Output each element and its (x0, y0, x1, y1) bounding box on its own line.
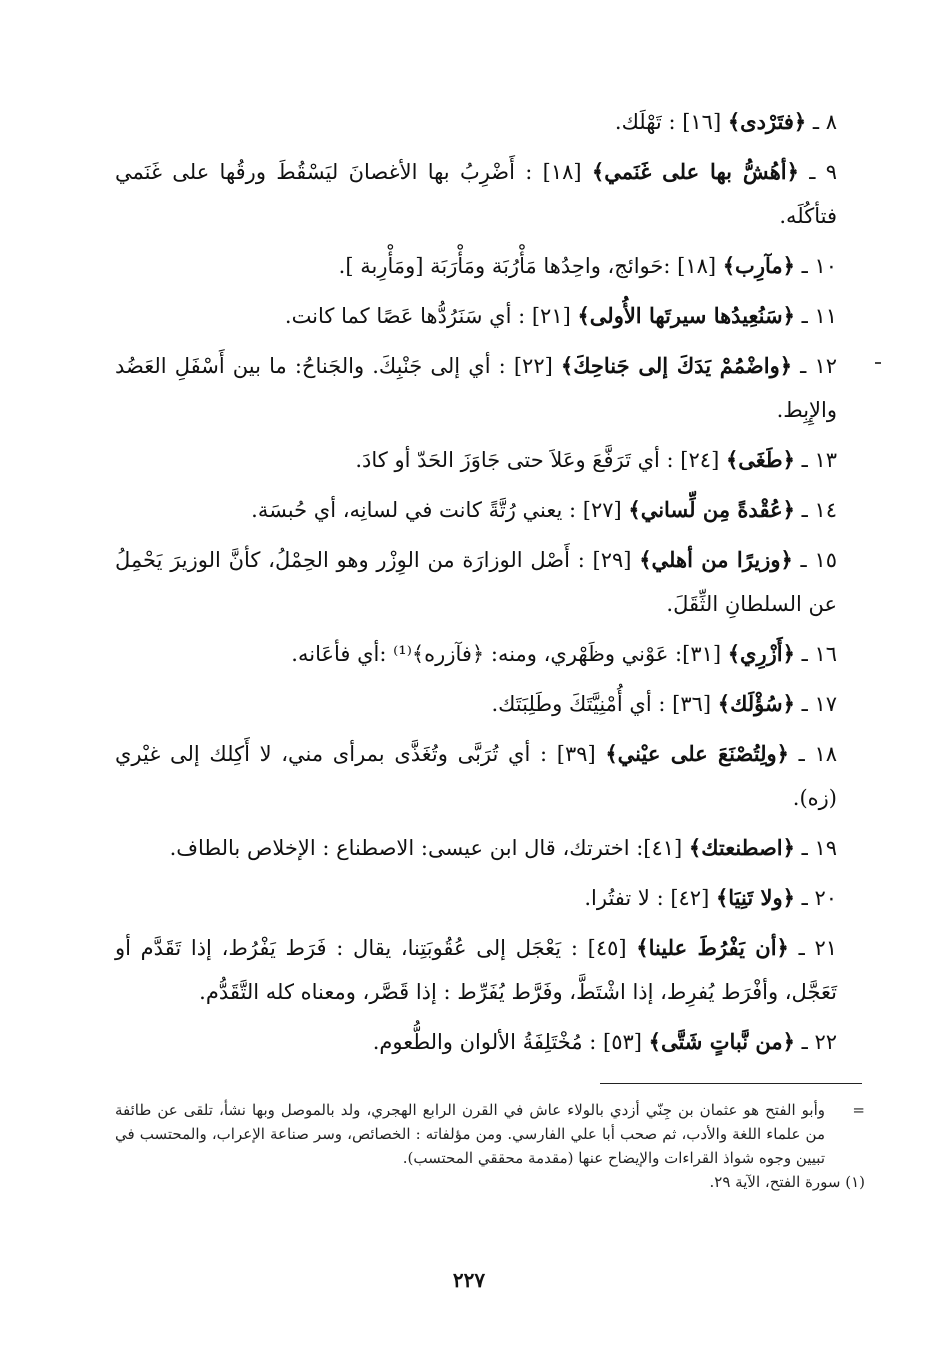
entry-16: ١٦ ـ ﴿أَزْرِي﴾ [٣١]: عَوْني وظَهْري، ومنه: ﴿فآزره﴾⁽¹⁾ :أي فأعَانه. (291, 641, 837, 666)
entry-gloss: [٤٥] : يَعْجَل إلى عُقُوبَتِنا، يقال : فَرَط يَفْرُط، إذا تَقَدَّم أو تَعَجَّل، وأفْرَط يُفرِط، إذا اشْتَطَّ، وفَرَّط يُفَرِّط : إذا قَصَّر، ومعناه كله التَّقَدُّم. (115, 936, 837, 1004)
entry-gloss: [٢٧] : يعني رُتَّةً كانت في لسانِه، أي حُبسَة. (251, 498, 629, 522)
entry-term: ﴿عُقْدةً مِن لِّساني﴾ (628, 497, 795, 522)
entry-12: ١٢ ـ ﴿واضْمُمْ يَدَكَ إلى جَناحِكَ﴾ [٢٢] : أي إلى جَنْبِكَ. والجَناحُ: ما بين أَسْفَلِ العَضُد والإِبِط. (115, 353, 837, 422)
entry-gloss: [٤٢] : لا تفتُرا. (584, 886, 716, 910)
entry-gloss: [٤١]: اخترتك، قال ابن عيسى: الاصطناع : الإخلاص بالطاف. (169, 836, 689, 860)
entry-14: ١٤ ـ ﴿عُقْدةً مِن لِّساني﴾ [٢٧] : يعني رُتَّةً كانت في لسانِه، أي حُبسَة. (251, 497, 837, 522)
entry-11: ١١ ـ ﴿سَنُعِيدُها سيرتَها الأُولى﴾ [٢١] : أي سَنَرُدُّها عَصًا كما كانت. (284, 303, 837, 328)
entry-term: ﴿ولا تَنِيَا﴾ (715, 885, 795, 910)
entry-10: ١٠ ـ ﴿مآرِب﴾ [١٨] :حَوائج، واحِدُها مَأْرُبَة ومَأْرَبَة [ومَأْرِبة ]. (338, 253, 837, 278)
entry-gloss: [٣١]: عَوْني وظَهْري، ومنه: ﴿فآزره﴾⁽¹⁾ :أي فأعَانه. (291, 642, 728, 666)
entry-20: ٢٠ ـ ﴿ولا تَنِيَا﴾ [٤٢] : لا تفتُرا. (584, 885, 837, 910)
footnote-divider (600, 1083, 862, 1084)
entry-term: ﴿أَزْرِي﴾ (727, 641, 795, 666)
footnote-continuation (115, 1098, 865, 1170)
entry-term: ﴿اصطنعتك﴾ (688, 835, 795, 860)
footnote-continuation-text: وأبو الفتح هو عثمان بن جِنّي أزدي بالولاء عاش في القرن الرابع الهجري، ولد بالموصل وبها نشأ، تلقى عن طائفة من علماء اللغة والأدب، ثم صحب أبا علي الفارسي. ومن مؤلفاته : الخصائص، وسر صناعة الإعراب، والمحتسب في تبيين وجوه شواذ القراءات والإيضاح عنها (مقدمة محققي المحتسب). (115, 1101, 825, 1167)
entry-term: ﴿سُؤْلَك﴾ (717, 691, 795, 716)
glossary-body (115, 100, 865, 1070)
entry-18: ١٨ ـ ﴿ولِتُصْنَعَ على عيْني﴾ [٣٩] : أي تُرَبَّى وتُغَذَّى بمرأى مني، لا أَكِلك إلى غيْري (زه). (115, 741, 838, 810)
entry-gloss: [١٨] :حَوائج، واحِدُها مَأْرُبَة ومَأْرَبَة [ومَأْرِبة ]. (338, 254, 723, 278)
entry-15: ١٥ ـ ﴿وزيرًا من أهلي﴾ [٢٩] : أَصْل الوزارَة من الوِزْر وهو الحِمْلُ، كأنَّ الوزيرَ يَحْمِلُ عن السلطانِ الثِّقَلَ. (115, 547, 837, 616)
entry-term: ﴿مآرِب﴾ (722, 253, 795, 278)
entry-gloss: [٢١] : أي سَنَرُدُّها عَصًا كما كانت. (284, 304, 578, 328)
entry-gloss: [١٦] : تَهْلَك. (614, 110, 728, 134)
continuation-mark: = (852, 1101, 865, 1119)
entry-gloss: [٣٩] : أي تُرَبَّى وتُغَذَّى بمرأى مني، لا أَكِلك إلى غيْري (زه). (115, 742, 837, 810)
entry-gloss: [١٨] : أَضْرِبُ بها الأغصانَ ليَسْقُطَ ورقُها على غَنَمي فتأكُلَه. (115, 160, 837, 228)
entry-21: ٢١ ـ ﴿أن يَفْرُطَ علينا﴾ [٤٥] : يَعْجَل إلى عُقُوبَتِنا، يقال : فَرَط يَفْرُط، إذا تَقَدَّم أو تَعَجَّل، وأفْرَط يُفرِط، إذا اشْتَطَّ، وفَرَّط يُفَرِّط : إذا قَصَّر، ومعناه كله التَّقَدُّم. (115, 935, 837, 1004)
entry-term: ﴿سَنُعِيدُها سيرتَها الأُولى﴾ (577, 303, 795, 328)
entry-gloss: [٣٦] : أي أُمْنِيَّتَكَ وطَلِبَتَك. (491, 692, 718, 716)
entry-19: ١٩ ـ ﴿اصطنعتك﴾ [٤١]: اخترتك، قال ابن عيسى: الاصطناع : الإخلاص بالطاف. (169, 835, 837, 860)
entry-9: ٩ ـ ﴿أهُشُّ بها على غَنَمي﴾ [١٨] : أَضْرِبُ بها الأغصانَ ليَسْقُطَ ورقُها على غَنَمي فتأكُلَه. (115, 159, 837, 228)
entry-term: ﴿أن يَفْرُطَ علينا﴾ (636, 935, 789, 960)
entry-term: ﴿وزيرًا من أهلي﴾ (639, 547, 793, 572)
entry-term: ﴿طَغَى﴾ (725, 447, 795, 472)
entry-term: ﴿واضْمُمْ يَدَكَ إلى جَناحِكَ﴾ (560, 353, 793, 378)
entry-term: ﴿ولِتُصْنَعَ على عيْني﴾ (605, 741, 789, 766)
entry-term: ﴿فتَرْدى﴾ (727, 109, 807, 134)
entry-22: ٢٢ ـ ﴿من نَّباتٍ شَتَّى﴾ [٥٣] : مُخْتَلِفَةُ الألوان والطُّعوم. (372, 1029, 837, 1054)
page-number: ٢٢٧ (452, 1268, 486, 1292)
margin-mark (875, 362, 881, 364)
entry-gloss: [٢٩] : أَصْل الوزارَة من الوِزْر وهو الحِمْلُ، كأنَّ الوزيرَ يَحْمِلُ عن السلطانِ الثِّقَلَ. (115, 548, 837, 616)
entry-gloss: [٢٤] : أي تَرَفَّعَ وعَلاَ حتى جَاوَزَ الحَدّ أو كادَ. (355, 448, 726, 472)
footnote-1: (١) سورة الفتح، الآية ٢٩. (709, 1173, 865, 1191)
entry-17: ١٧ ـ ﴿سُؤْلَك﴾ [٣٦] : أي أُمْنِيَّتَكَ وطَلِبَتَك. (491, 691, 837, 716)
entry-term: ﴿أهُشُّ بها على غَنَمي﴾ (591, 159, 799, 184)
entry-13: ١٣ ـ ﴿طَغَى﴾ [٢٤] : أي تَرَفَّعَ وعَلاَ حتى جَاوَزَ الحَدّ أو كادَ. (355, 447, 837, 472)
entry-term: ﴿من نَّباتٍ شَتَّى﴾ (648, 1029, 795, 1054)
footnotes (115, 1098, 865, 1194)
entry-gloss: [٢٢] : أي إلى جَنْبِكَ. والجَناحُ: ما بين أَسْفَلِ العَضُد والإِبِط. (115, 354, 837, 422)
entry-8: ٨ ـ ﴿فتَرْدى﴾ [١٦] : تَهْلَك. (614, 109, 837, 134)
entry-gloss: [٥٣] : مُخْتَلِفَةُ الألوان والطُّعوم. (372, 1030, 649, 1054)
